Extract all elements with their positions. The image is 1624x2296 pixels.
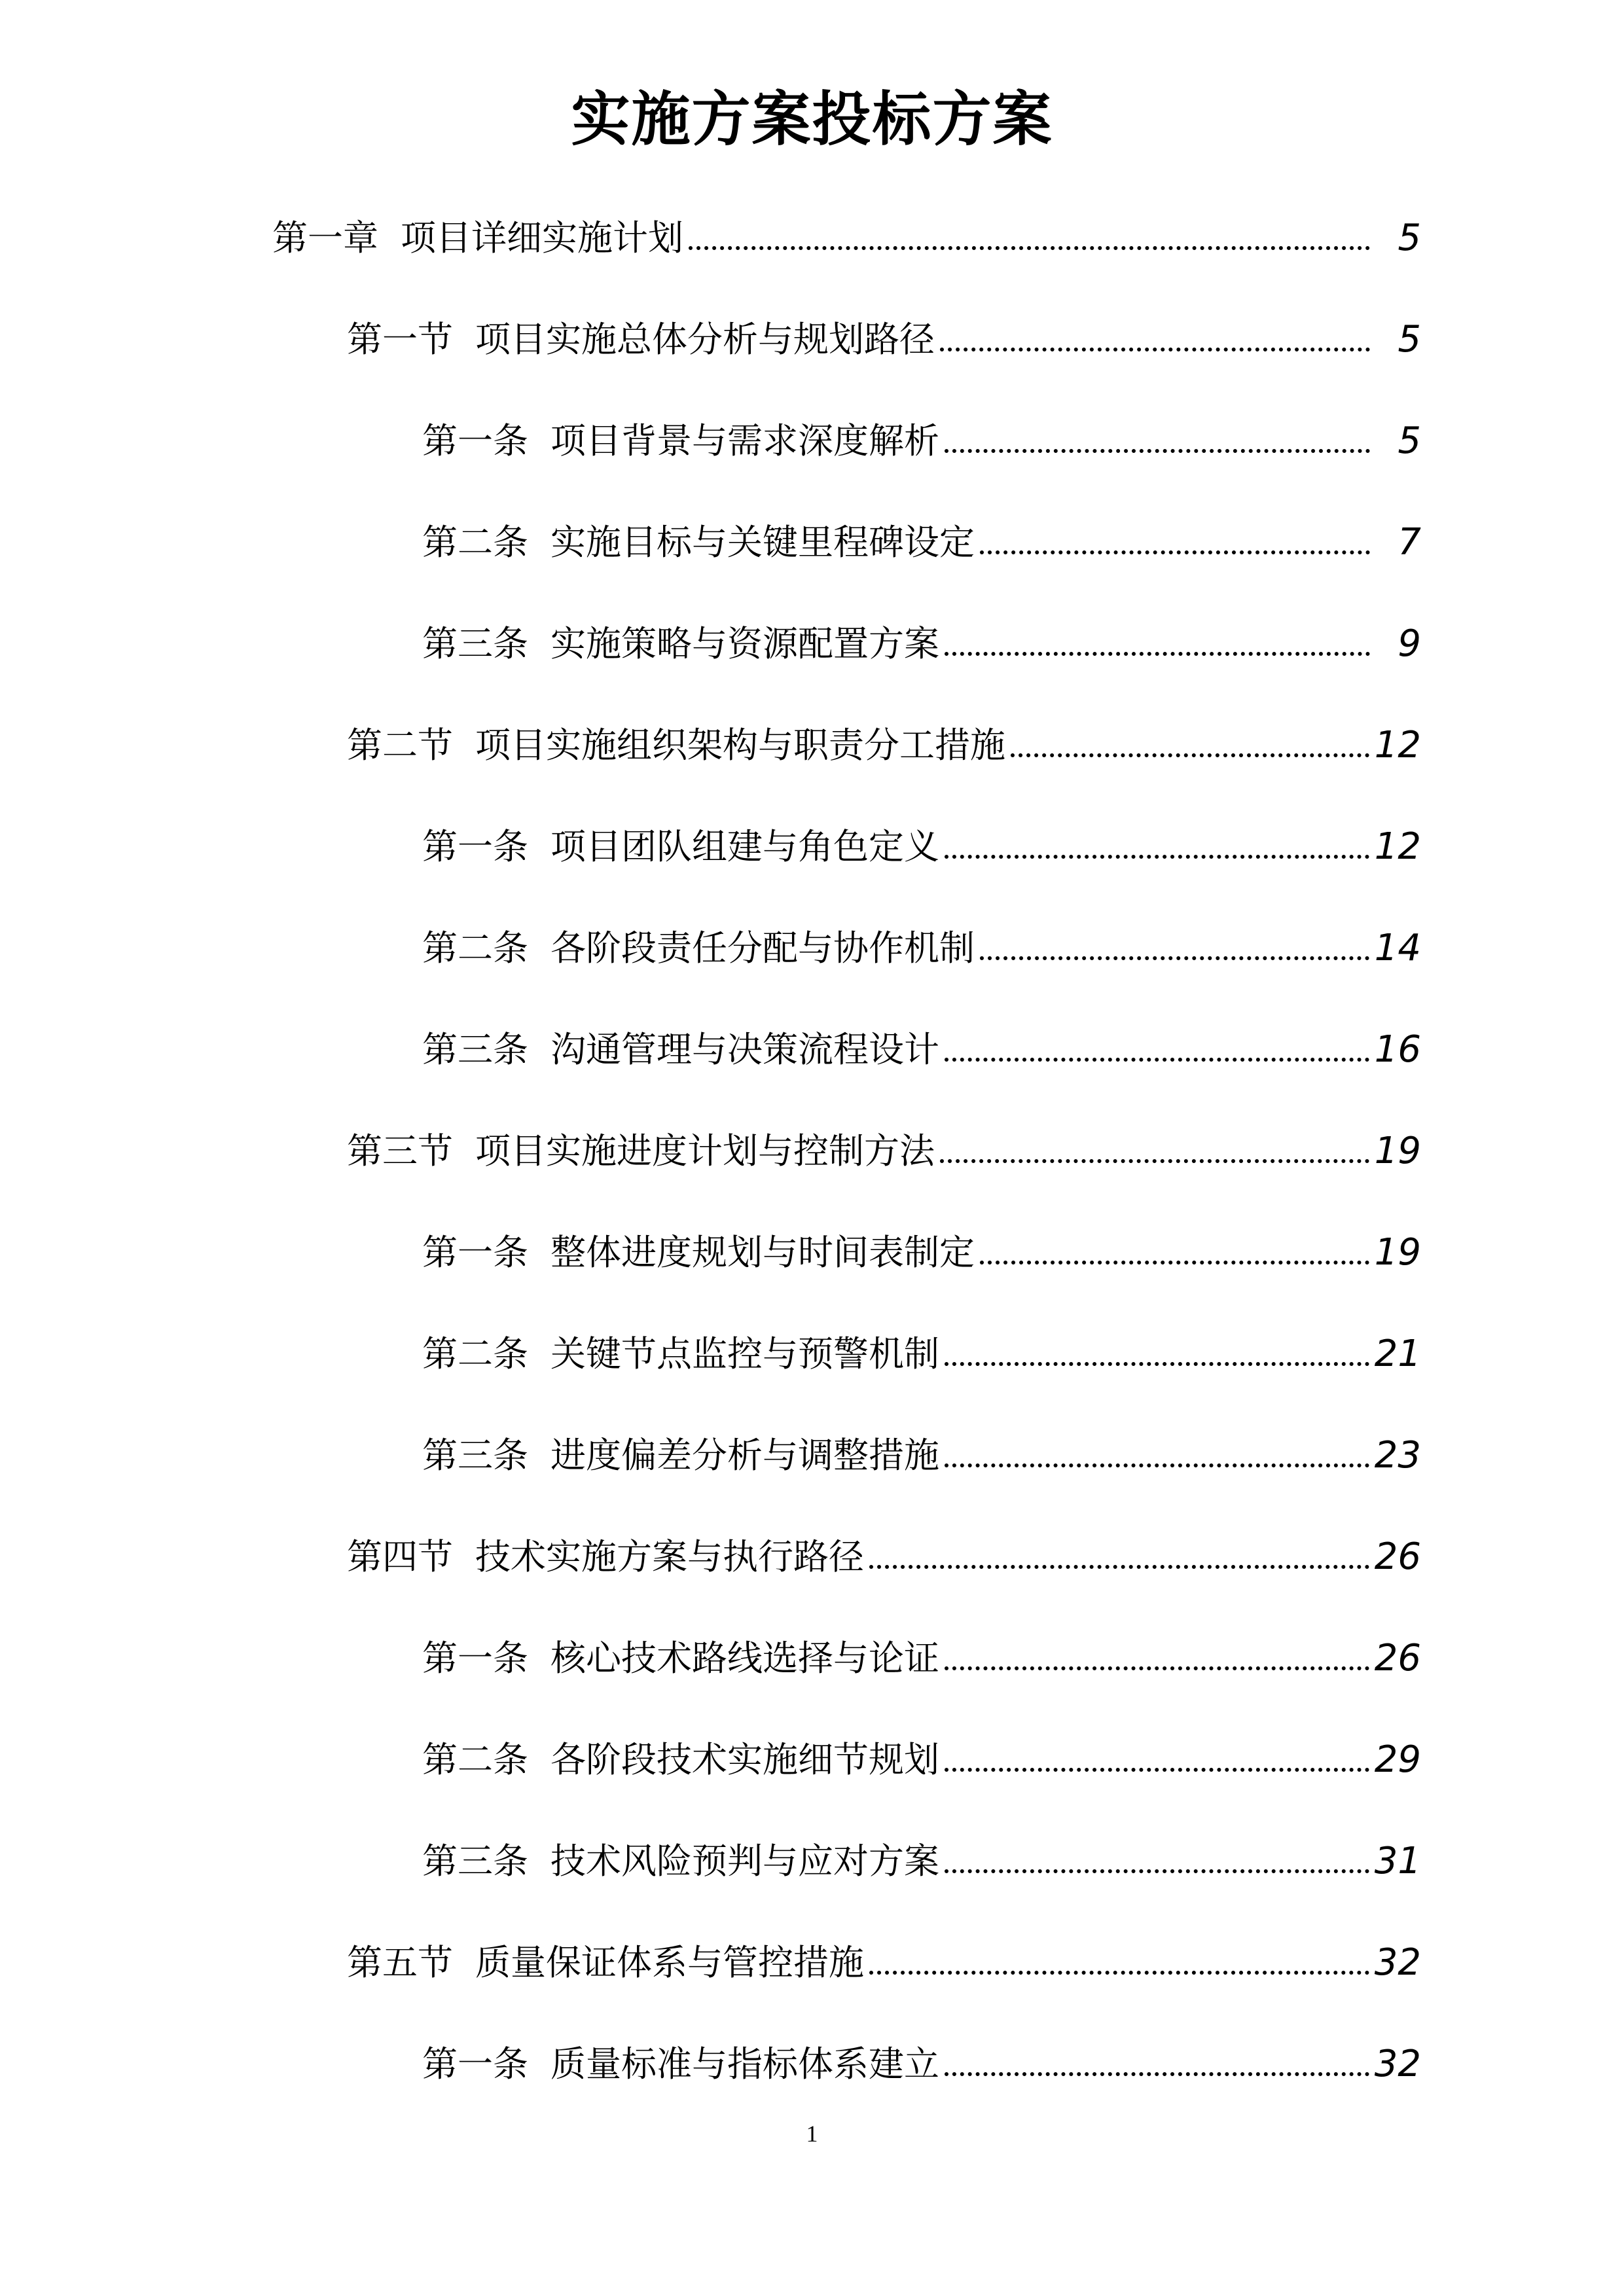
toc-entry-page: 31 (1374, 1840, 1421, 1882)
toc-entry-title: 项目实施总体分析与规划路径 (475, 319, 935, 360)
toc-entry-number: 第一条 (422, 1232, 528, 1273)
toc-entry[interactable] (422, 1411, 1421, 1477)
toc-entry-page: 14 (1374, 927, 1421, 969)
toc-entry-number: 第二条 (422, 927, 528, 969)
toc-dot-leader (869, 1971, 1369, 1975)
toc-entry-title: 技术实施方案与执行路径 (475, 1536, 864, 1577)
toc-entry-page: 32 (1374, 2043, 1421, 2085)
toc-entry[interactable] (422, 1614, 1421, 1679)
toc-entry-page: 9 (1398, 622, 1421, 665)
toc-entry-number: 第二条 (422, 1333, 528, 1374)
toc-entry[interactable] (422, 600, 1421, 665)
toc-entry-title: 实施策略与资源配置方案 (550, 623, 939, 664)
toc-entry[interactable] (422, 2020, 1421, 2085)
toc-entry-title: 质量保证体系与管控措施 (475, 1942, 864, 1983)
toc-dot-leader (945, 1058, 1369, 1062)
toc-entry-title: 沟通管理与决策流程设计 (550, 1029, 939, 1070)
toc-entry-number: 第一条 (422, 1638, 528, 1679)
toc-entry-title: 项目团队组建与角色定义 (550, 826, 939, 867)
toc-entry-page: 12 (1374, 724, 1421, 766)
toc-entry-number: 第二条 (422, 522, 528, 563)
toc-entry-page: 21 (1374, 1333, 1421, 1375)
toc-entry-page: 19 (1374, 1231, 1421, 1274)
toc-entry[interactable] (347, 1918, 1421, 1984)
toc-entry-title: 关键节点监控与预警机制 (550, 1333, 939, 1374)
toc-entry-number: 第三条 (422, 623, 528, 664)
toc-entry-number: 第五节 (347, 1942, 453, 1983)
toc-dot-leader (945, 449, 1370, 453)
toc-dot-leader (940, 348, 1370, 351)
toc-entry[interactable] (422, 498, 1421, 564)
toc-entry-page: 5 (1398, 217, 1421, 259)
toc-dot-leader (980, 956, 1369, 960)
toc-entry-page: 16 (1374, 1028, 1421, 1071)
toc-dot-leader (945, 855, 1369, 859)
toc-dot-leader (980, 1261, 1369, 1265)
toc-entry-number: 第二节 (347, 725, 453, 766)
toc-dot-leader (940, 1159, 1369, 1163)
toc-dot-leader (945, 1362, 1369, 1366)
document-title: 实施方案投标方案 (571, 85, 1053, 154)
toc-entry[interactable] (422, 1005, 1421, 1071)
toc-entry-title: 核心技术路线选择与论证 (550, 1638, 939, 1679)
toc-entry-number: 第一条 (422, 826, 528, 867)
toc-entry-page: 26 (1374, 1535, 1421, 1578)
toc-dot-leader (945, 1463, 1369, 1467)
toc-entry-page: 5 (1398, 420, 1421, 462)
toc-entry-title: 整体进度规划与时间表制定 (550, 1232, 975, 1273)
toc-entry[interactable] (347, 295, 1421, 361)
toc-entry[interactable] (422, 904, 1421, 969)
toc-entry[interactable] (422, 1208, 1421, 1274)
toc-dot-leader (945, 652, 1370, 656)
toc-entry-number: 第一条 (422, 420, 528, 461)
toc-entry-number: 第一章 (272, 217, 378, 259)
toc-entry-number: 第一条 (422, 2043, 528, 2085)
toc-entry[interactable] (422, 1817, 1421, 1882)
toc-entry-title: 实施目标与关键里程碑设定 (550, 522, 975, 563)
toc-entry-title: 各阶段技术实施细节规划 (550, 1739, 939, 1780)
toc-entry-title: 项目实施组织架构与职责分工措施 (475, 725, 1005, 766)
toc-entry[interactable] (272, 194, 1421, 259)
toc-entry-page: 5 (1398, 318, 1421, 361)
toc-entry-page: 29 (1374, 1738, 1421, 1781)
toc-entry[interactable] (422, 802, 1421, 868)
page-number: 1 (806, 2121, 818, 2147)
toc-entry-number: 第三条 (422, 1029, 528, 1070)
toc-entry[interactable] (422, 1310, 1421, 1375)
toc-entry[interactable] (347, 701, 1421, 766)
toc-entry[interactable] (347, 1107, 1421, 1172)
toc-entry-number: 第一节 (347, 319, 453, 360)
toc-entry-title: 技术风险预判与应对方案 (550, 1840, 939, 1882)
toc-dot-leader (689, 246, 1370, 250)
toc-dot-leader (945, 1666, 1369, 1670)
toc-entry-title: 质量标准与指标体系建立 (550, 2043, 939, 2085)
toc-dot-leader (945, 1869, 1369, 1873)
toc-entry-title: 各阶段责任分配与协作机制 (550, 927, 975, 969)
toc-entry-title: 进度偏差分析与调整措施 (550, 1435, 939, 1476)
toc-entry[interactable] (422, 1715, 1421, 1781)
toc-dot-leader (945, 1768, 1369, 1772)
toc-entry-page: 23 (1374, 1434, 1421, 1477)
toc-entry-page: 7 (1398, 521, 1421, 564)
toc-entry-number: 第四节 (347, 1536, 453, 1577)
toc-entry-page: 26 (1374, 1637, 1421, 1679)
toc-entry-title: 项目背景与需求深度解析 (550, 420, 939, 461)
toc-entry-number: 第三条 (422, 1840, 528, 1882)
toc-entry-title: 项目实施进度计划与控制方法 (475, 1130, 935, 1172)
toc-entry-page: 32 (1374, 1941, 1421, 1984)
toc-dot-leader (869, 1565, 1369, 1569)
toc-dot-leader (945, 2072, 1369, 2076)
toc-dot-leader (980, 550, 1370, 554)
toc-entry-page: 12 (1374, 825, 1421, 868)
toc-entry[interactable] (422, 397, 1421, 462)
toc-entry-number: 第三条 (422, 1435, 528, 1476)
toc-entry[interactable] (347, 1513, 1421, 1578)
toc-entry-title: 项目详细实施计划 (401, 217, 683, 259)
toc-entry-page: 19 (1374, 1130, 1421, 1172)
toc-entry-number: 第二条 (422, 1739, 528, 1780)
toc-entry-number: 第三节 (347, 1130, 453, 1172)
toc-dot-leader (1011, 753, 1369, 757)
